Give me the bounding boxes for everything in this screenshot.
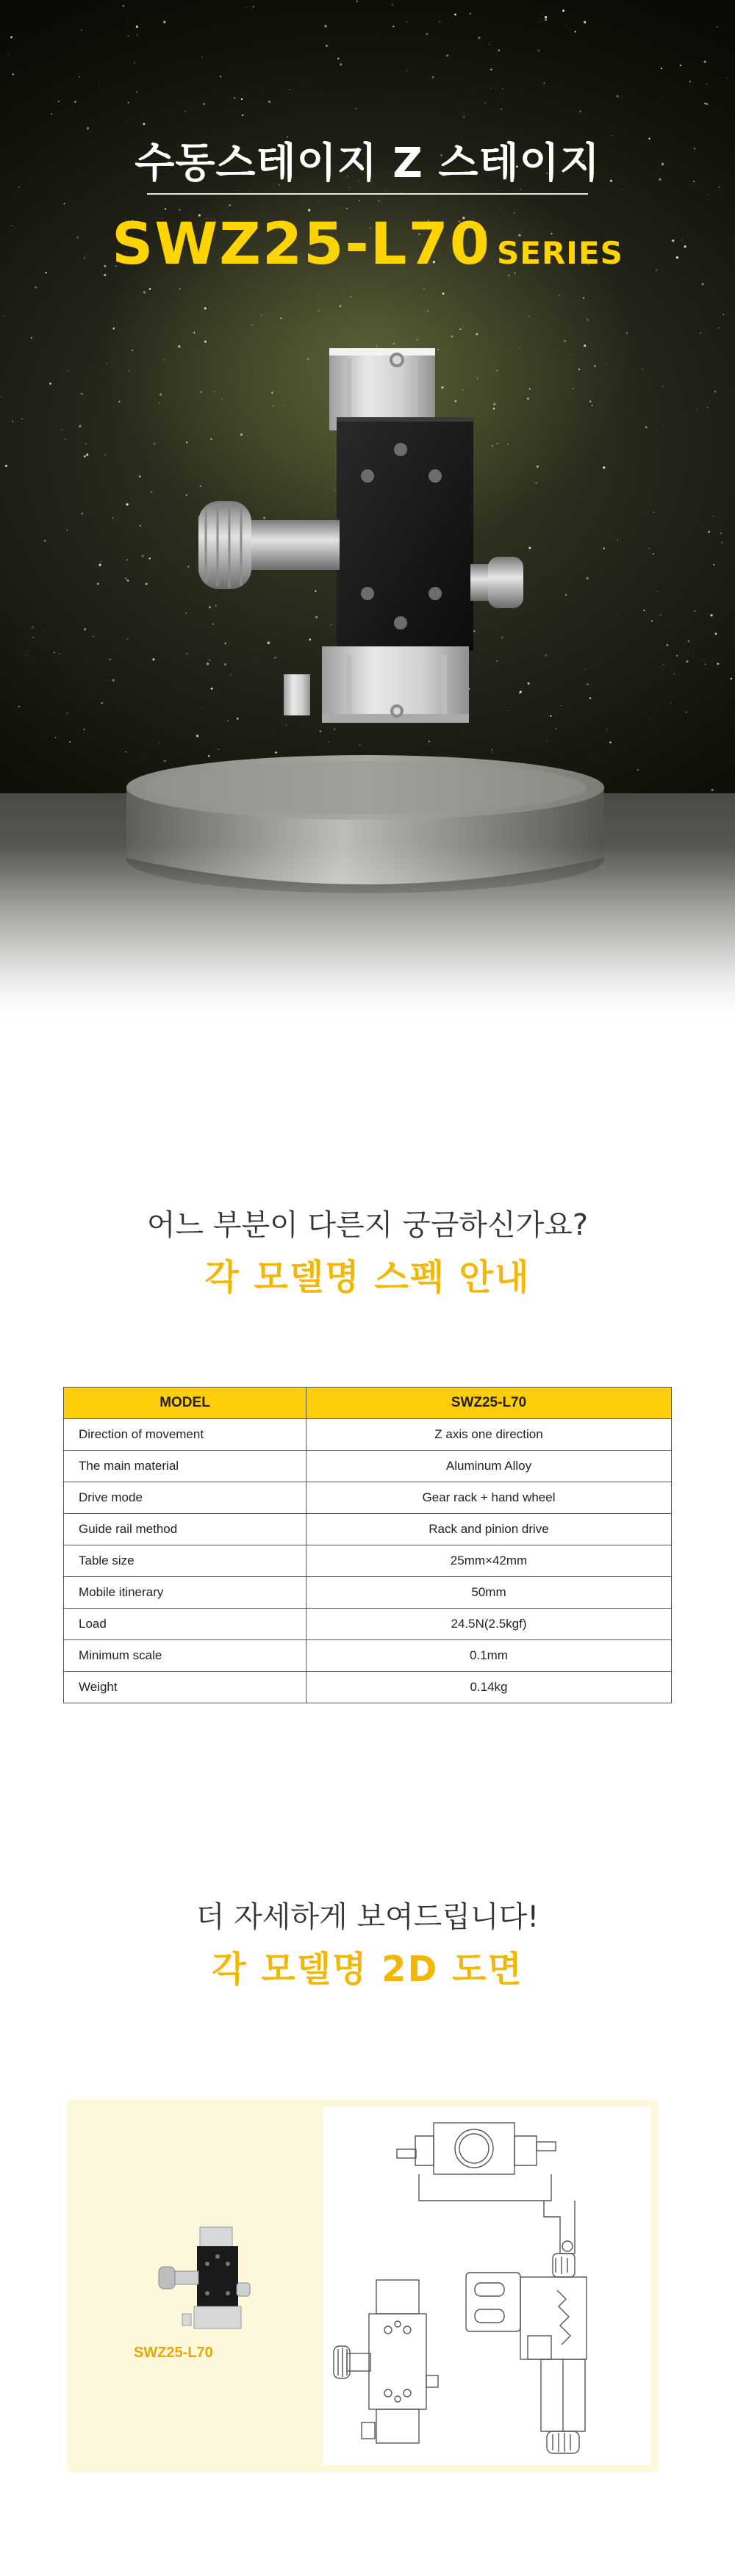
spec-label: Weight <box>64 1672 306 1703</box>
table-row <box>64 1514 672 1545</box>
spec-header-value: SWZ25-L70 <box>306 1388 672 1419</box>
table-row <box>64 1419 672 1451</box>
spec-value: 0.1mm <box>306 1640 672 1672</box>
drawing-model-label: SWZ25-L70 <box>134 2345 213 2361</box>
hero-banner <box>0 0 735 1028</box>
spec-label: Minimum scale <box>64 1640 306 1672</box>
spec-label: Table size <box>64 1545 306 1577</box>
table-row <box>64 1609 672 1640</box>
technical-drawing <box>323 2107 651 2465</box>
spec-header-model: MODEL <box>64 1388 306 1419</box>
spec-value: Rack and pinion drive <box>306 1514 672 1545</box>
spec-value: Gear rack + hand wheel <box>306 1482 672 1514</box>
spec-value: Aluminum Alloy <box>306 1451 672 1482</box>
product-thumbnail <box>154 2226 265 2343</box>
hero-title: 수동스테이지 Z 스테이지 <box>135 140 600 187</box>
drawing-intro-text: 더 자세하게 보여드립니다! <box>196 1900 539 1934</box>
table-row <box>64 1545 672 1577</box>
hero-series-label: SERIES <box>497 235 623 271</box>
spec-heading: 각 모델명 스펙 안내 <box>204 1257 531 1298</box>
table-row <box>64 1482 672 1514</box>
spec-table-header-row <box>64 1388 672 1419</box>
drawing-heading: 각 모델명 2D 도면 <box>212 1949 523 1990</box>
spec-question-text: 어느 부분이 다른지 궁금하신가요? <box>146 1208 589 1242</box>
table-row <box>64 1577 672 1609</box>
spec-value: 25mm×42mm <box>306 1545 672 1577</box>
spec-label: Guide rail method <box>64 1514 306 1545</box>
table-row <box>64 1451 672 1482</box>
spec-label: Drive mode <box>64 1482 306 1514</box>
spec-label: Direction of movement <box>64 1419 306 1451</box>
spec-value: Z axis one direction <box>306 1419 672 1451</box>
table-row <box>64 1640 672 1672</box>
spec-label: Load <box>64 1609 306 1640</box>
hero-model-code: SWZ25-L70 <box>112 212 492 278</box>
spec-value: 50mm <box>306 1577 672 1609</box>
floor-fade-overlay <box>0 845 735 1028</box>
table-row <box>64 1672 672 1703</box>
spec-value: 0.14kg <box>306 1672 672 1703</box>
spec-value: 24.5N(2.5kgf) <box>306 1609 672 1640</box>
spec-label: The main material <box>64 1451 306 1482</box>
spec-table <box>63 1387 672 1703</box>
spec-label: Mobile itinerary <box>64 1577 306 1609</box>
